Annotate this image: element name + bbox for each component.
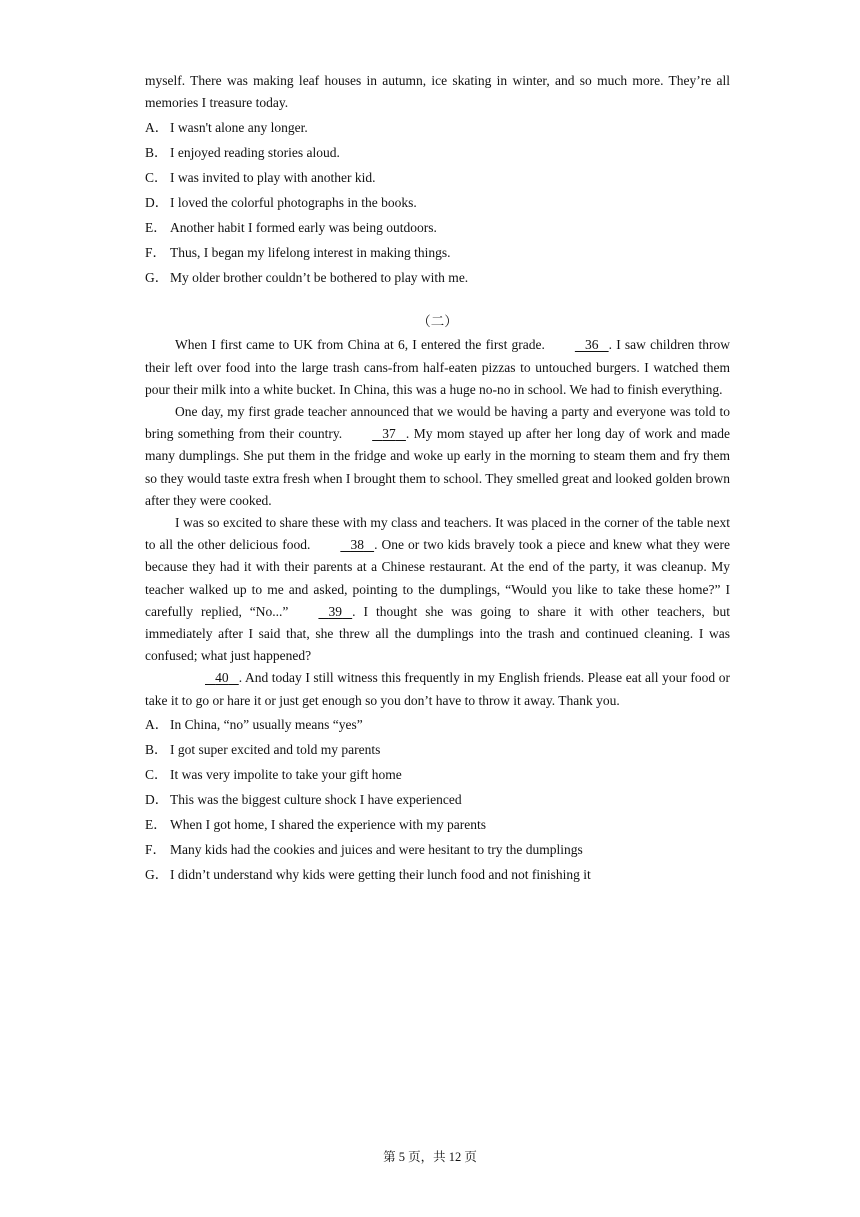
- paragraph-4: 40 . And today I still witness this frequently in my English friends. Please eat all your food or take it to go or hare it or just get enough so you don’t have to throw it away. Thank you.: [145, 667, 730, 711]
- blank-36[interactable]: 36: [585, 337, 599, 353]
- option-b: B． I got super excited and told my parents: [145, 741, 381, 757]
- option-a: A． In China, “no” usually means “yes”: [145, 716, 363, 732]
- paragraph-3: I was so excited to share these with my class and teachers. It was placed in the corner of the table next to all the other delicious food. 38 . One or two kids bravely took a piece and knew what they were because they had it with their parents at a Chinese restaurant. At the end of the party, it was cleanup. My teacher walked up to me and asked, pointing to the dumplings, “Would you like to take these home?” I carefully replied, “No...” 39 . I thought she was going to share it with other teachers, but immediately after I said that, she threw all the dumplings into the trash and continued cleaning. I was confused; what just happened?: [145, 515, 730, 664]
- blank-38[interactable]: 38: [350, 537, 364, 553]
- section2-options: [145, 712, 730, 887]
- option-d: D． This was the biggest culture shock I have experienced: [145, 791, 462, 807]
- blank-37[interactable]: 37: [382, 426, 396, 442]
- blank-39[interactable]: 39: [328, 603, 343, 619]
- option-g: G． I didn’t understand why kids were getting their lunch food and not finishing it: [145, 866, 591, 882]
- option-e: E． Another habit I formed early was being outdoors.: [145, 220, 437, 236]
- option-a: A． I wasn't alone any longer.: [145, 120, 308, 136]
- option-c: C． It was very impolite to take your gift home: [145, 766, 402, 782]
- option-e: E． When I got home, I shared the experience with my parents: [145, 816, 487, 832]
- blank-40[interactable]: 40: [215, 670, 229, 686]
- page-footer: 第 5 页，共 12 页: [383, 1150, 477, 1164]
- section1-continuation: myself. There was making leaf houses in autumn, ice skating in winter, and so much more. They’re all memories I treasure today.: [145, 73, 730, 111]
- document-page: [145, 70, 730, 887]
- option-g: G． My older brother couldn’t be bothered to play with me.: [145, 270, 469, 286]
- paragraph-1: When I first came to UK from China at 6, I entered the first grade. 36 . I saw children throw their left over food into the large trash cans-from half-eaten pizzas to untouched burgers. I watched them pour their milk into a white bucket. In China, this was a huge no-no in school. We had to finish everything.: [145, 334, 730, 401]
- option-f: F． Thus, I began my lifelong interest in making things.: [145, 245, 451, 261]
- section2-title: （二）: [417, 314, 458, 330]
- paragraph-2: One day, my first grade teacher announced that we would be having a party and everyone was told to bring something from their country. 37 . My mom stayed up after her long day of work and made many dumplings. She put them in the fridge and woke up early in the morning to steam them and fry them so they would taste extra fresh when I brought them to school. They smelled great and looked golden brown after they were cooked.: [145, 404, 730, 508]
- option-c: C． I was invited to play with another kid.: [145, 170, 376, 186]
- option-d: D． I loved the colorful photographs in the books.: [145, 195, 417, 211]
- section1-options: [145, 115, 730, 290]
- option-b: B． I enjoyed reading stories aloud.: [145, 145, 340, 161]
- option-f: F． Many kids had the cookies and juices and were hesitant to try the dumplings: [145, 841, 583, 857]
